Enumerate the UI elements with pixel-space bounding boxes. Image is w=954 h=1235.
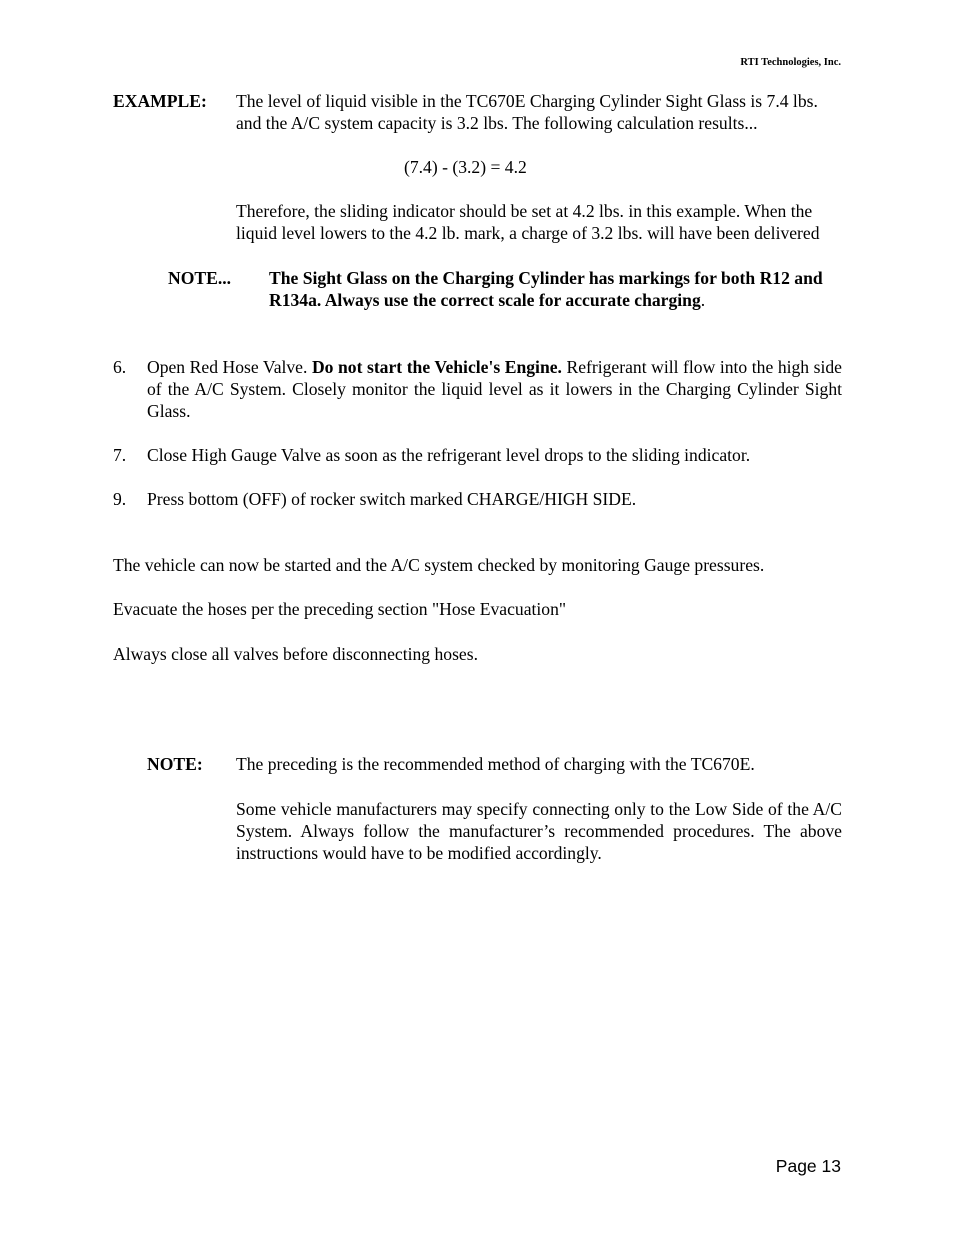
example-therefore-line-2: liquid level lowers to the 4.2 lb. mark, a charge of 3.2 lbs. will have been delivered	[236, 223, 820, 243]
note2-label: NOTE:	[147, 754, 203, 774]
step-7-number: 7.	[113, 445, 127, 465]
paragraph-close-valves: Always close all valves before disconnecting hoses.	[113, 644, 478, 664]
note2-line-1: The preceding is the recommended method of charging with the TC670E.	[236, 754, 755, 774]
note1-line-1: The Sight Glass on the Charging Cylinder has markings for both R12 and	[269, 268, 823, 288]
example-therefore-line-1: Therefore, the sliding indicator should be set at 4.2 lbs. in this example. When the	[236, 201, 813, 221]
step-7-text: Close High Gauge Valve as soon as the refrigerant level drops to the sliding indicator.	[147, 445, 751, 465]
note1-label: NOTE...	[168, 268, 232, 288]
header-company: RTI Technologies, Inc.	[740, 57, 841, 68]
step-9-number: 9.	[113, 489, 127, 509]
page-number: Page 13	[775, 1156, 841, 1176]
note2-paragraph: Some vehicle manufacturers may specify connecting only to the Low Side of the A/C System. Always follow the manufacturer’s recommended procedures. The above instructions would have to be modified accordingly.	[236, 799, 842, 863]
step-9-text: Press bottom (OFF) of rocker switch marked CHARGE/HIGH SIDE.	[147, 489, 637, 509]
step-6-number: 6.	[113, 357, 127, 377]
note1-line-2: R134a. Always use the correct scale for accurate charging	[269, 290, 701, 310]
note1-line-2-wrap	[269, 289, 705, 311]
example-line-1: The level of liquid visible in the TC670E Charging Cylinder Sight Glass is 7.4 lbs.	[236, 91, 818, 111]
example-line-2: and the A/C system capacity is 3.2 lbs. The following calculation results...	[236, 113, 758, 133]
step-6-rest: Refrigerant will flow into the high side of the A/C System. Closely monitor the liquid level as it lowers in the Charging Cylinder Sight Glass.	[147, 357, 842, 421]
note1-line-2-trail: .	[700, 290, 706, 310]
step-6-lead: Open Red Hose Valve.	[147, 357, 312, 377]
step-6-text	[147, 356, 842, 422]
step-6-bold: Do not start the Vehicle's Engine.	[311, 357, 562, 377]
paragraph-vehicle-started: The vehicle can now be started and the A/C system checked by monitoring Gauge pressures.	[113, 555, 765, 575]
example-equation: (7.4) - (3.2) = 4.2	[404, 157, 527, 177]
paragraph-evacuate-hoses: Evacuate the hoses per the preceding section "Hose Evacuation"	[113, 599, 567, 619]
example-label: EXAMPLE:	[113, 91, 207, 111]
